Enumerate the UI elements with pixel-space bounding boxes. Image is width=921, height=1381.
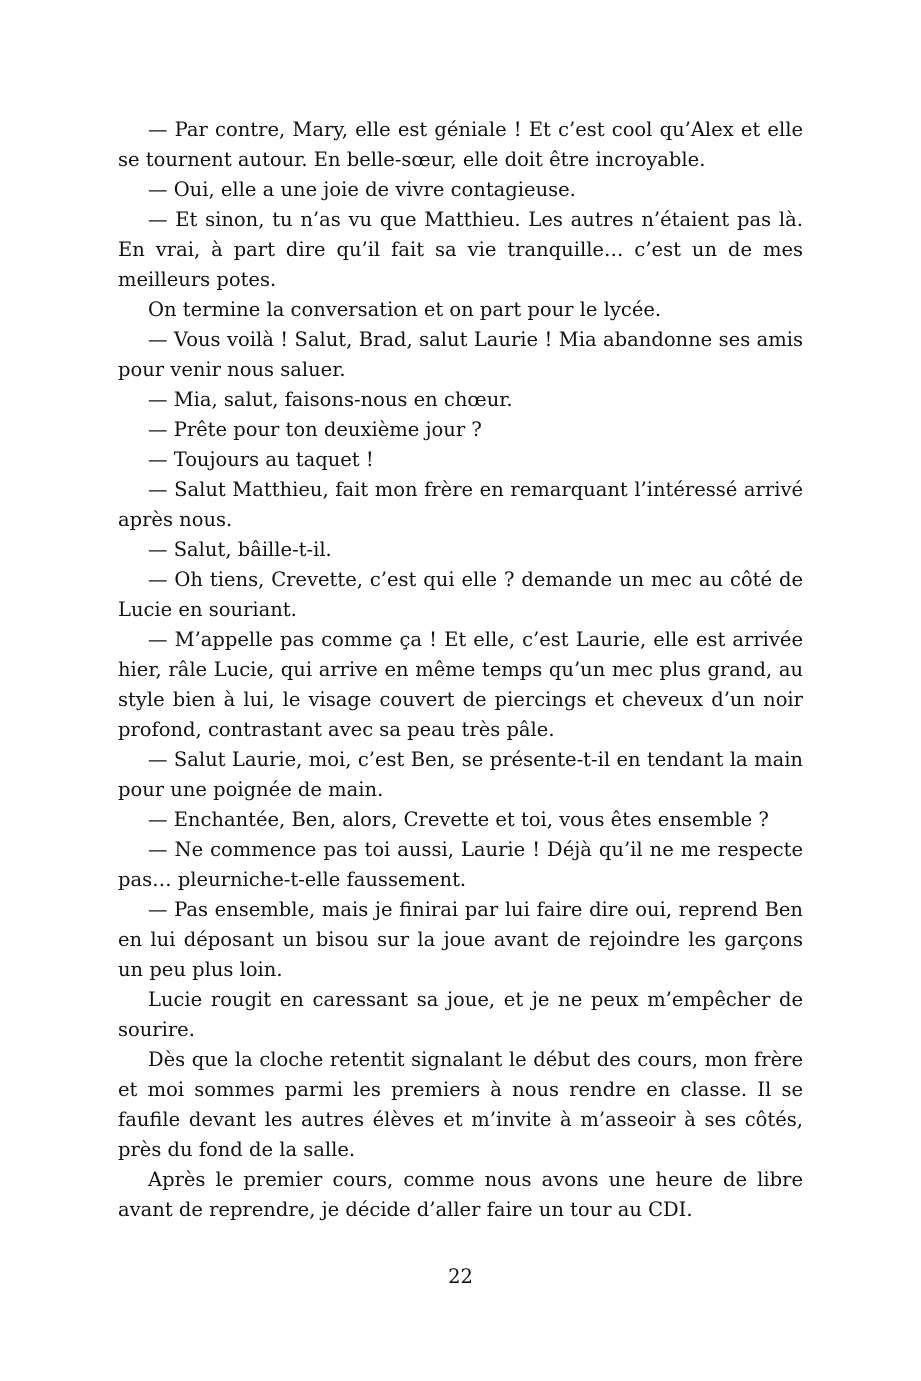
- paragraph: — Oui, elle a une joie de vivre contagieuse.: [148, 178, 576, 201]
- paragraph: On termine la conversation et on part pour le lycée.: [148, 298, 662, 321]
- paragraph: — Mia, salut, faisons-nous en chœur.: [148, 388, 513, 411]
- paragraph: Après le premier cours, comme nous avons une heure de libre avant de reprendre, je décide d’aller faire un tour au CDI.: [118, 1168, 803, 1221]
- paragraph: — Par contre, Mary, elle est géniale ! Et c’est cool qu’Alex et elle se tournent autour. En belle-sœur, elle doit être incroyable.: [118, 118, 803, 171]
- paragraph: — Enchantée, Ben, alors, Crevette et toi, vous êtes ensemble ?: [148, 808, 769, 831]
- paragraph: — Salut Matthieu, fait mon frère en remarquant l’intéressé arrivé après nous.: [118, 478, 803, 531]
- paragraph: — Et sinon, tu n’as vu que Matthieu. Les autres n’étaient pas là. En vrai, à part dire qu’il fait sa vie tranquille… c’est un de mes meilleurs potes.: [118, 208, 803, 291]
- paragraph: — Salut, bâille-t-il.: [148, 538, 332, 561]
- paragraph: — Ne commence pas toi aussi, Laurie ! Déjà qu’il ne me respecte pas… pleurniche-t-elle faussement.: [118, 838, 803, 891]
- paragraph: — Salut Laurie, moi, c’est Ben, se présente-t-il en tendant la main pour une poignée de main.: [118, 748, 803, 801]
- paragraph: Lucie rougit en caressant sa joue, et je ne peux m’empêcher de sourire.: [118, 988, 803, 1041]
- paragraph: — M’appelle pas comme ça ! Et elle, c’est Laurie, elle est arrivée hier, râle Lucie, qui arrive en même temps qu’un mec plus grand, au style bien à lui, le visage couvert de piercings et cheveux d’un noir profond, contrastant avec sa peau très pâle.: [118, 628, 803, 741]
- paragraph: — Pas ensemble, mais je finirai par lui faire dire oui, reprend Ben en lui déposant un bisou sur la joue avant de rejoindre les garçons un peu plus loin.: [118, 898, 803, 981]
- page-number: 22: [448, 1265, 473, 1288]
- paragraph: — Prête pour ton deuxième jour ?: [148, 418, 482, 441]
- body-text: [118, 115, 803, 1225]
- paragraph: — Oh tiens, Crevette, c’est qui elle ? demande un mec au côté de Lucie en souriant.: [118, 568, 803, 621]
- paragraph: — Toujours au taquet !: [148, 448, 374, 471]
- paragraph: Dès que la cloche retentit signalant le début des cours, mon frère et moi sommes parmi les premiers à nous rendre en classe. Il se faufile devant les autres élèves et m’invite à m’asseoir à ses côtés, près du fond de la salle.: [118, 1048, 803, 1161]
- paragraph: — Vous voilà ! Salut, Brad, salut Laurie ! Mia abandonne ses amis pour venir nous saluer.: [118, 328, 803, 381]
